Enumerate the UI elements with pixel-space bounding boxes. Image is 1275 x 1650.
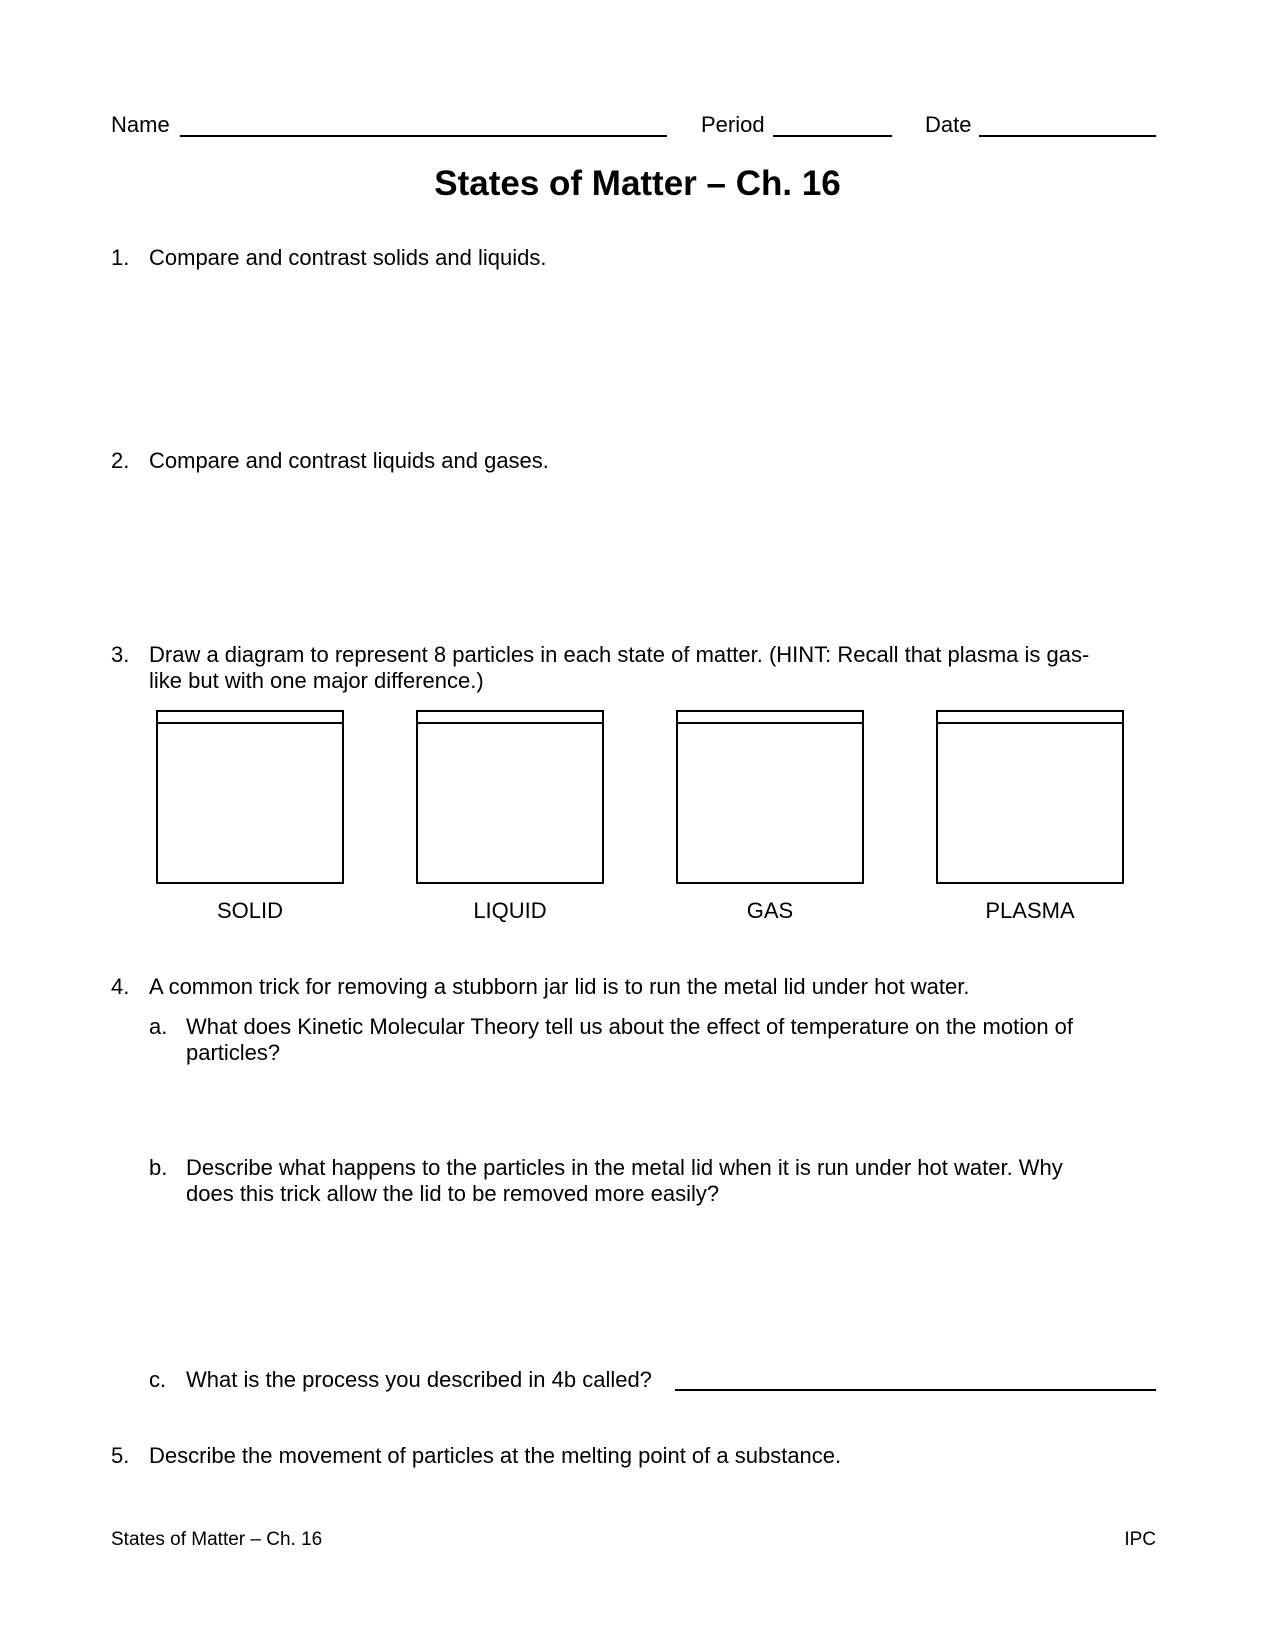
q4a-text-line2: particles? [186,1040,281,1065]
plasma-diagram-box[interactable] [936,710,1124,884]
q1-number: 1. [111,245,130,270]
q5-number: 5. [111,1443,130,1468]
box-lid-line [678,722,862,724]
box-lid-line [938,722,1122,724]
box-lid-line [418,722,602,724]
date-field[interactable] [979,135,1156,137]
q4b-letter: b. [149,1155,168,1180]
q4b-text-line2: does this trick allow the lid to be removed more easily? [186,1181,720,1206]
plasma-label: PLASMA [985,898,1075,923]
page-title: States of Matter – Ch. 16 [434,164,841,203]
box-lid-line [158,722,342,724]
q4-number: 4. [111,974,130,999]
period-label: Period [701,112,765,137]
period-field[interactable] [773,135,892,137]
q5-text: Describe the movement of particles at the melting point of a substance. [149,1443,842,1468]
q1-text: Compare and contrast solids and liquids. [149,245,547,270]
q2-text: Compare and contrast liquids and gases. [149,448,549,473]
name-field[interactable] [180,135,667,137]
q3-text-line2: like but with one major difference.) [149,668,484,693]
solid-diagram-box[interactable] [156,710,344,884]
footer-right: IPC [1124,1529,1156,1550]
gas-label: GAS [746,898,794,923]
q3-text-line1: Draw a diagram to represent 8 particles in each state of matter. (HINT: Recall that plasma is gas- [149,642,1090,667]
q4c-letter: c. [149,1367,167,1392]
q4a-letter: a. [149,1014,168,1039]
q4a-text-line1: What does Kinetic Molecular Theory tell us about the effect of temperature on the motion of [186,1014,1074,1039]
date-label: Date [925,112,972,137]
solid-label: SOLID [216,898,284,923]
liquid-diagram-box[interactable] [416,710,604,884]
q4c-answer-field[interactable] [675,1389,1156,1391]
footer-left: States of Matter – Ch. 16 [111,1529,323,1550]
q3-number: 3. [111,642,130,667]
q2-number: 2. [111,448,130,473]
q4c-text: What is the process you described in 4b called? [186,1367,652,1392]
gas-diagram-box[interactable] [676,710,864,884]
liquid-label: LIQUID [473,898,547,923]
q4b-text-line1: Describe what happens to the particles in the metal lid when it is run under hot water. Why [186,1155,1063,1180]
q4-text: A common trick for removing a stubborn jar lid is to run the metal lid under hot water. [149,974,970,999]
name-label: Name [111,112,170,137]
